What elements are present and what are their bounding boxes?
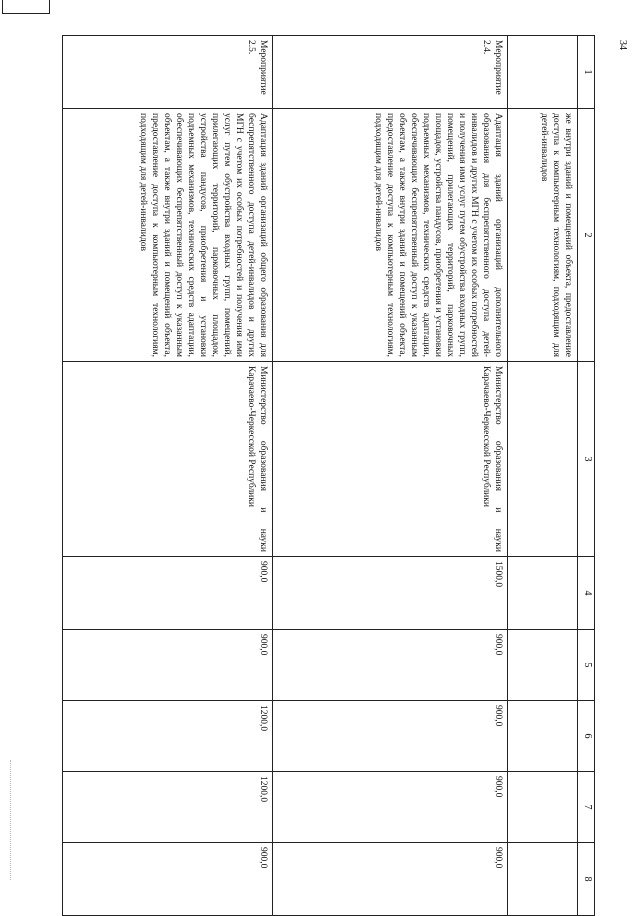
value-cell: 1200,0 — [63, 772, 273, 843]
column-header: 1 — [578, 36, 595, 109]
value-cell — [508, 772, 578, 843]
value-cell: 1500,0 — [273, 557, 508, 630]
value-cell — [508, 557, 578, 630]
executor-cell: Министерство образования и науки Карачаево-Черкесской Республики — [273, 362, 508, 557]
value-cell: 900,0 — [273, 772, 508, 843]
measure-cell: Мероприятие 2.4. — [273, 36, 508, 109]
table-row — [63, 36, 273, 916]
value-cell: 1200,0 — [63, 701, 273, 772]
value-cell — [508, 630, 578, 701]
executor-cell: Министерство образования и науки Карачаево-Черкесской Республики — [63, 362, 273, 557]
corner-frame — [2, 0, 50, 14]
measure-cell: Мероприятие 2.5. — [63, 36, 273, 109]
column-header: 4 — [578, 557, 595, 630]
value-cell — [508, 701, 578, 772]
column-header: 6 — [578, 701, 595, 772]
value-cell: 900,0 — [273, 701, 508, 772]
column-header: 8 — [578, 843, 595, 916]
rotated-page — [60, 35, 595, 882]
table-row — [508, 36, 578, 916]
value-cell: 900,0 — [273, 630, 508, 701]
column-header: 3 — [578, 362, 595, 557]
column-header: 7 — [578, 772, 595, 843]
value-cell: 900,0 — [63, 630, 273, 701]
description-cell: Адаптация зданий организаций общего образования для беспрепятственного доступа детей-инвалидов и других МГН с учетом их особых потребностей и получения ими услуг путем обустройства входных групп, помещений, прилегающих территорий, парковочных площадок, устройства пандусов, приобретения и установки подъемных механизмов, технических средств адаптации, обеспечивающих беспрепятственный доступ к указанным объектам, а также внутри зданий и помещений объекта, предоставление доступа к компьютерным технологиям, подходящим для детей-инвалидов — [63, 109, 273, 362]
value-cell: 900,0 — [273, 843, 508, 916]
header-row — [578, 36, 595, 916]
program-table — [62, 35, 595, 916]
column-header: 5 — [578, 630, 595, 701]
value-cell: 900,0 — [63, 557, 273, 630]
scan-margin-dots — [10, 760, 13, 880]
description-cell: Адаптация зданий организаций дополнительного образования для беспрепятственного доступа детей-инвалидов и других МГН с учетом их особых потребностей и получения ими услуг путем обустройства входных групп, помещений, прилегающих территорий, парковочных площадок, устройства пандусов, приобретения и установки подъемных механизмов, технических средств адаптации, обеспечивающих беспрепятственный доступ к указанным объектам, а также внутри зданий и помещений объекта, предоставление доступа к компьютерным технологиям, подходящим для детей-инвалидов — [273, 109, 508, 362]
measure-cell — [508, 36, 578, 109]
executor-cell — [508, 362, 578, 557]
column-header: 2 — [578, 109, 595, 362]
description-cell: же внутри зданий и помещений объекта, предоставление доступа к компьютерным технологиям, подходящим для детей-инвалидов — [508, 109, 578, 362]
page-number: 34 — [617, 40, 628, 50]
table-row — [273, 36, 508, 916]
value-cell: 900,0 — [63, 843, 273, 916]
